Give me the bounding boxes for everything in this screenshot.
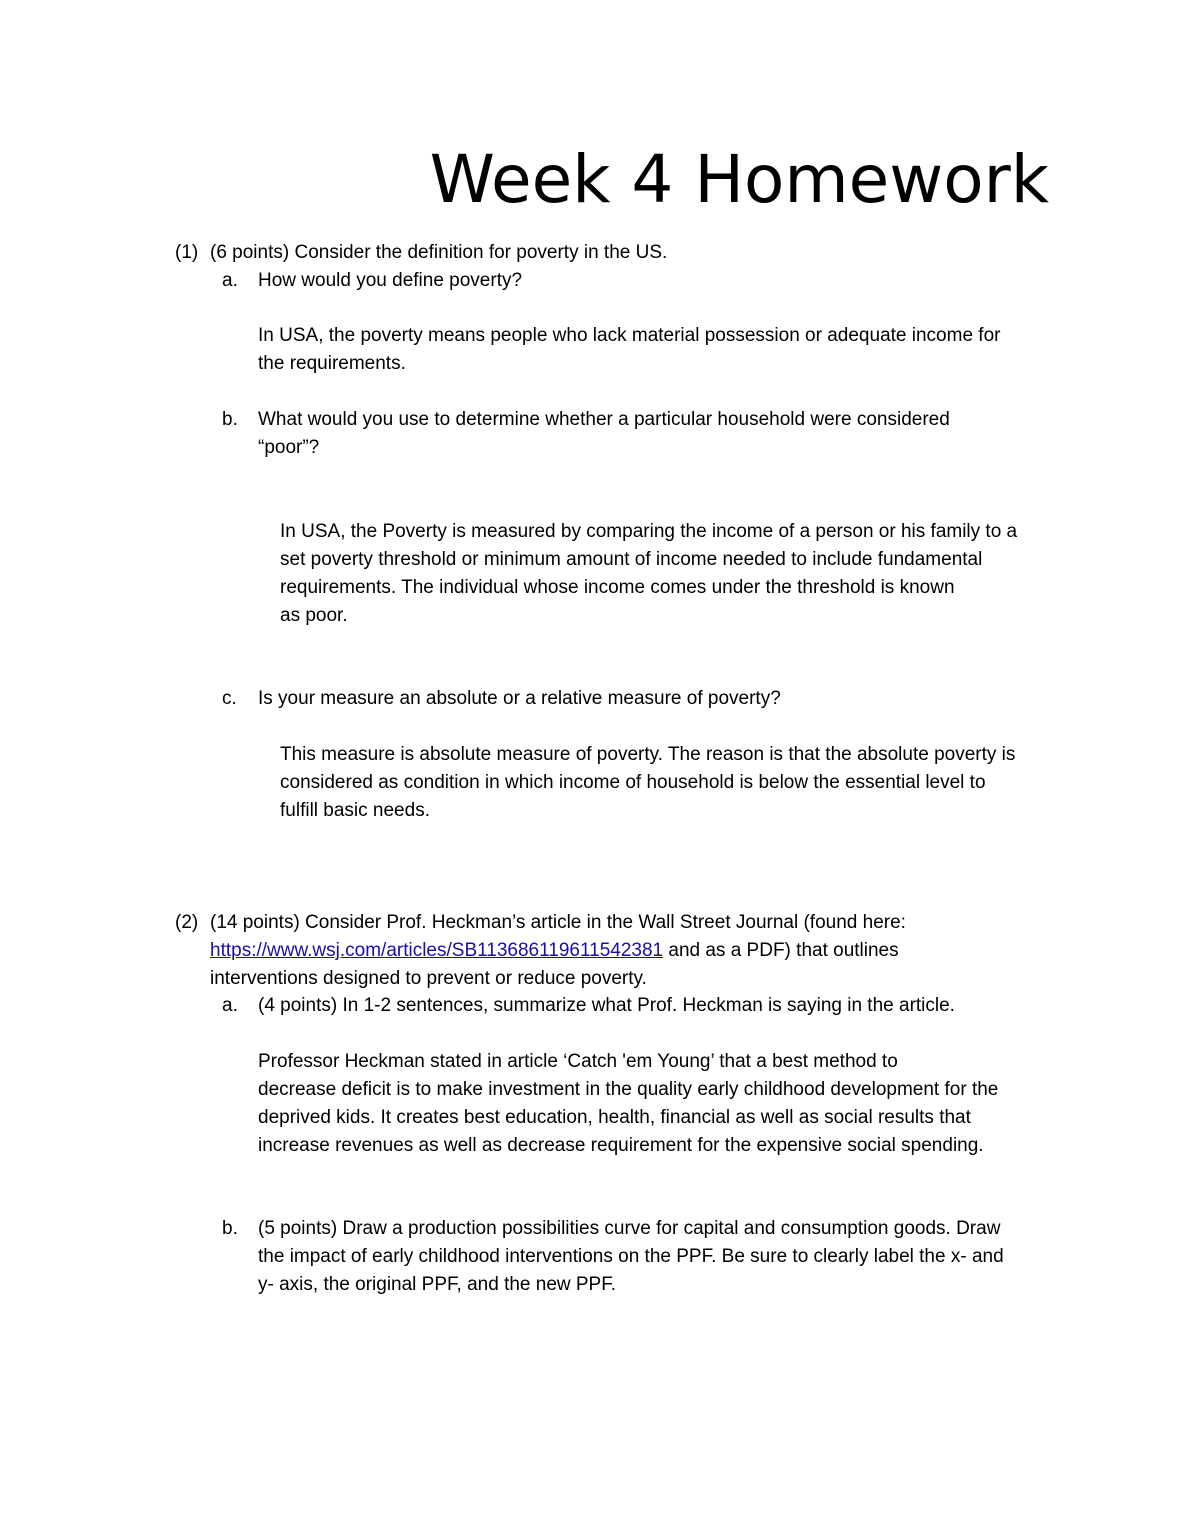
answer-1c-line-3: fulfill basic needs. [280,800,430,821]
question-1b-line-1: What would you use to determine whether a particular household were considered [258,409,950,430]
question-2a-text: (4 points) In 1-2 sentences, summarize what Prof. Heckman is saying in the article. [258,995,955,1016]
question-2b-line-3: y- axis, the original PPF, and the new PPF. [258,1274,617,1295]
answer-2a-line-1: Professor Heckman stated in article ‘Catch 'em Young’ that a best method to [258,1051,898,1072]
question-2-line-2 [210,937,899,965]
answer-2a-line-4: increase revenues as well as decrease requirement for the expensive social spending. [258,1135,984,1156]
question-2b-line-1: (5 points) Draw a production possibilities curve for capital and consumption goods. Draw [258,1218,1001,1239]
answer-2a-line-3: deprived kids. It creates best education, health, financial as well as social results that [258,1107,971,1128]
answer-2a-line-2: decrease deficit is to make investment in the quality early childhood development for the [258,1079,999,1100]
wsj-article-link[interactable]: https://www.wsj.com/articles/SB113686119611542381 [210,940,664,961]
answer-1c-line-1: This measure is absolute measure of poverty. The reason is that the absolute poverty is [280,744,1016,765]
question-2-line-3: interventions designed to prevent or reduce poverty. [210,968,647,989]
question-2b-line-2: the impact of early childhood interventions on the PPF. Be sure to clearly label the x- and [258,1246,1004,1267]
answer-1a-line-1: In USA, the poverty means people who lack material possession or adequate income for [258,325,1001,346]
answer-1b-line-4: as poor. [280,605,348,626]
question-2-line-1: (14 points) Consider Prof. Heckman’s article in the Wall Street Journal (found here: [210,912,906,933]
question-1-number: (1) [175,242,199,263]
answer-1a-line-2: the requirements. [258,353,406,374]
answer-1c-line-2: considered as condition in which income of household is below the essential level to [280,772,986,793]
question-2a-label: a. [222,995,238,1016]
question-1c-text: Is your measure an absolute or a relative measure of poverty? [258,688,781,709]
question-2b-label: b. [222,1218,238,1239]
answer-1b-line-1: In USA, the Poverty is measured by comparing the income of a person or his family to a [280,521,1018,542]
question-1-text: (6 points) Consider the definition for poverty in the US. [210,242,668,263]
answer-1b-line-3: requirements. The individual whose income comes under the threshold is known [280,577,955,598]
question-1a-text: How would you define poverty? [258,270,523,291]
question-1a-label: a. [222,270,238,291]
answer-1b-line-2: set poverty threshold or minimum amount of income needed to include fundamental [280,549,983,570]
question-1c-label: c. [222,688,237,709]
page-title: Week 4 Homework [429,141,1049,218]
question-2-number: (2) [175,912,199,933]
question-2-line-2-rest: and as a PDF) that outlines [663,940,899,961]
question-1b-label: b. [222,409,238,430]
question-1b-line-2: “poor”? [258,437,320,458]
